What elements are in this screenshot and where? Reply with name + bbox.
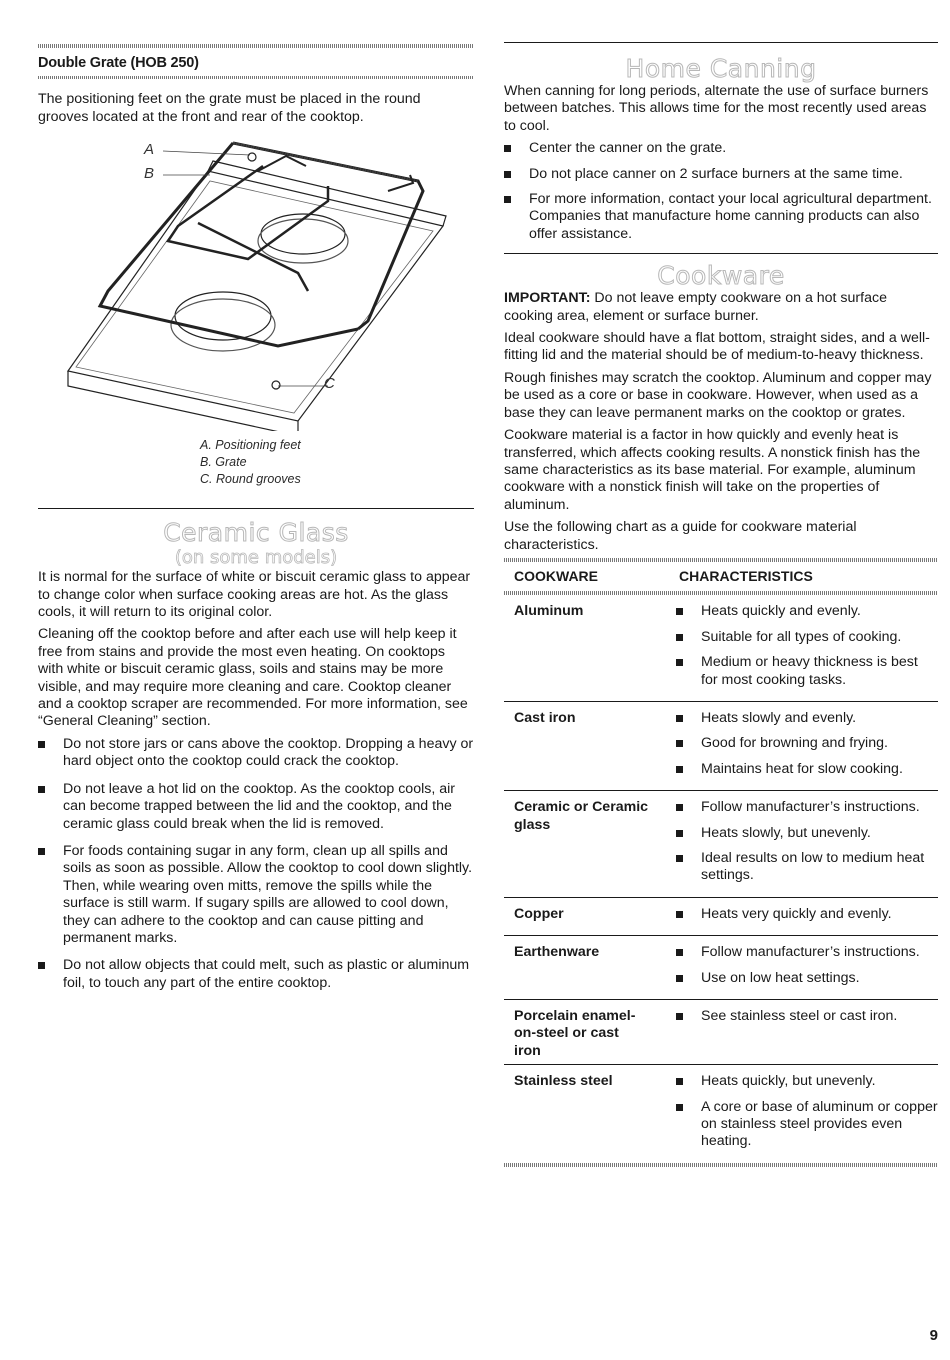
list-item: Do not leave a hot lid on the cooktop. As the cooktop cools, air can become trapped between the lid and the cooktop, and the ceramic glass could break when the lid is removed. bbox=[38, 781, 474, 833]
cookware-title: Cookware bbox=[657, 261, 785, 291]
characteristic: Heats slowly, but unevenly. bbox=[674, 825, 938, 842]
canning-title: Home Canning bbox=[625, 54, 817, 83]
cookware-name: Earthenware bbox=[514, 944, 600, 961]
figure-legend bbox=[38, 437, 474, 488]
grate-intro: The positioning feet on the grate must be placed in the round grooves located at the front and rear of the cooktop. bbox=[38, 91, 421, 125]
cookware-paragraph: Rough finishes may scratch the cooktop. Aluminum and copper may be used as a core or base in cookware. However, when used as a base they can leave permanent marks on the cooktop or grates. bbox=[504, 369, 932, 421]
table-row bbox=[504, 897, 938, 935]
legend-item: A. Positioning feet bbox=[200, 438, 301, 453]
list-item: For more information, contact your local agricultural department. Companies that manufacture home canning products can also offer assistance. bbox=[504, 191, 938, 243]
table-header-characteristics: CHARACTERISTICS bbox=[679, 567, 813, 584]
label-a: A bbox=[144, 141, 155, 159]
cookware-name: Ceramic or Ceramic glass bbox=[514, 799, 649, 833]
table-rule bbox=[504, 1163, 938, 1167]
table-row bbox=[504, 1000, 938, 1065]
characteristic: Follow manufacturer’s instructions. bbox=[674, 944, 938, 961]
characteristic: Suitable for all types of cooking. bbox=[674, 629, 938, 646]
legend-item: B. Grate bbox=[200, 455, 247, 470]
characteristic: Medium or heavy thickness is best for most cooking tasks. bbox=[674, 654, 938, 689]
list-item: Center the canner on the grate. bbox=[504, 140, 938, 157]
important-label: IMPORTANT: bbox=[504, 290, 591, 307]
characteristic: Maintains heat for slow cooking. bbox=[674, 761, 938, 778]
table-row bbox=[504, 701, 938, 790]
list-item: For foods containing sugar in any form, clean up all spills and soils as soon as possible. Allow the cooktop to cool down slightly. Then, while wearing oven mitts, remove the spills while the surface is still warm. If sugary spills are allowed to cool down, they can adhere to the cooktop and can cause pitting and permanent marks. bbox=[38, 843, 474, 947]
characteristic: Follow manufacturer’s instructions. bbox=[674, 799, 938, 816]
section-divider bbox=[38, 508, 474, 509]
list-item: Do not place canner on 2 surface burners at the same time. bbox=[504, 166, 938, 183]
cookware-table bbox=[504, 562, 938, 1163]
ceramic-title: Ceramic Glass bbox=[163, 518, 349, 548]
left-column bbox=[38, 0, 474, 1000]
label-c: C bbox=[324, 375, 335, 393]
section-divider bbox=[504, 253, 938, 254]
canning-bullets bbox=[504, 140, 938, 243]
cookware-name: Copper bbox=[514, 905, 564, 922]
table-header-cookware: COOKWARE bbox=[514, 567, 598, 584]
characteristic: A core or base of aluminum or copper on stainless steel provides even heating. bbox=[674, 1099, 938, 1151]
cooktop-grate-drawing bbox=[38, 131, 474, 431]
ceramic-subtitle: (on some models) bbox=[174, 547, 338, 569]
grate-title: Double Grate (HOB 250) bbox=[38, 55, 199, 71]
characteristic: See stainless steel or cast iron. bbox=[674, 1008, 938, 1025]
grate-illustration bbox=[38, 131, 474, 431]
page-number: 9 bbox=[929, 1326, 938, 1344]
ceramic-paragraph: It is normal for the surface of white or biscuit ceramic glass to appear to change color when surface cooking areas are hot. As the glass cools, it will return to its original color. bbox=[38, 569, 471, 621]
characteristic: Heats very quickly and evenly. bbox=[674, 906, 938, 923]
cookware-name: Stainless steel bbox=[514, 1073, 613, 1090]
ceramic-bullets bbox=[38, 736, 474, 992]
legend-item: C. Round grooves bbox=[200, 472, 301, 487]
list-item: Do not store jars or cans above the cooktop. Dropping a heavy or hard object onto the cooktop could crack the cooktop. bbox=[38, 736, 474, 771]
characteristic: Heats quickly and evenly. bbox=[674, 603, 938, 620]
table-row bbox=[504, 791, 938, 898]
cookware-name: Porcelain enamel-on-steel or cast iron bbox=[514, 1008, 636, 1059]
cookware-paragraph: Use the following chart as a guide for cookware material characteristics. bbox=[504, 519, 857, 553]
cookware-name: Cast iron bbox=[514, 709, 576, 726]
table-row bbox=[504, 595, 938, 701]
table-row bbox=[504, 1065, 938, 1163]
cookware-paragraph: Ideal cookware should have a flat bottom, straight sides, and a well-fitting lid and the material should be of medium-to-heavy thickness. bbox=[504, 330, 930, 364]
characteristic: Heats slowly and evenly. bbox=[674, 710, 938, 727]
cookware-important bbox=[504, 290, 938, 325]
section-rule bbox=[38, 76, 474, 79]
canning-intro: When canning for long periods, alternate the use of surface burners between batches. This allows time for the most recently used areas to cool. bbox=[504, 83, 929, 134]
characteristic: Good for browning and frying. bbox=[674, 735, 938, 752]
list-item: Do not allow objects that could melt, such as plastic or aluminum foil, to touch any part of the entire cooktop. bbox=[38, 957, 474, 992]
important-text: Do not leave empty cookware on a hot surface cooking area, element or surface burner. bbox=[504, 290, 887, 324]
label-b: B bbox=[144, 165, 155, 183]
cookware-name: Aluminum bbox=[514, 603, 584, 620]
characteristic: Ideal results on low to medium heat settings. bbox=[674, 850, 938, 885]
cookware-paragraph: Cookware material is a factor in how quickly and evenly heat is transferred, which affects cooking results. A nonstick finish has the same characteristics as its base material. For example, aluminum cookware with a nonstick finish will take on the properties of aluminum. bbox=[504, 427, 921, 513]
section-divider bbox=[504, 42, 938, 43]
ceramic-paragraph: Cleaning off the cooktop before and after each use will help keep it free from stains and provide the most even heating. On cooktops with white or biscuit ceramic glass, soils and stains may be more visible, and may require more cleaning and care. Cooktop cleaner and a cooktop scraper are recommended. For more information, see “General Cleaning” section. bbox=[38, 626, 468, 730]
characteristic: Use on low heat settings. bbox=[674, 970, 938, 987]
right-column bbox=[504, 0, 938, 1167]
table-row bbox=[504, 936, 938, 1000]
characteristic: Heats quickly, but unevenly. bbox=[674, 1073, 938, 1090]
